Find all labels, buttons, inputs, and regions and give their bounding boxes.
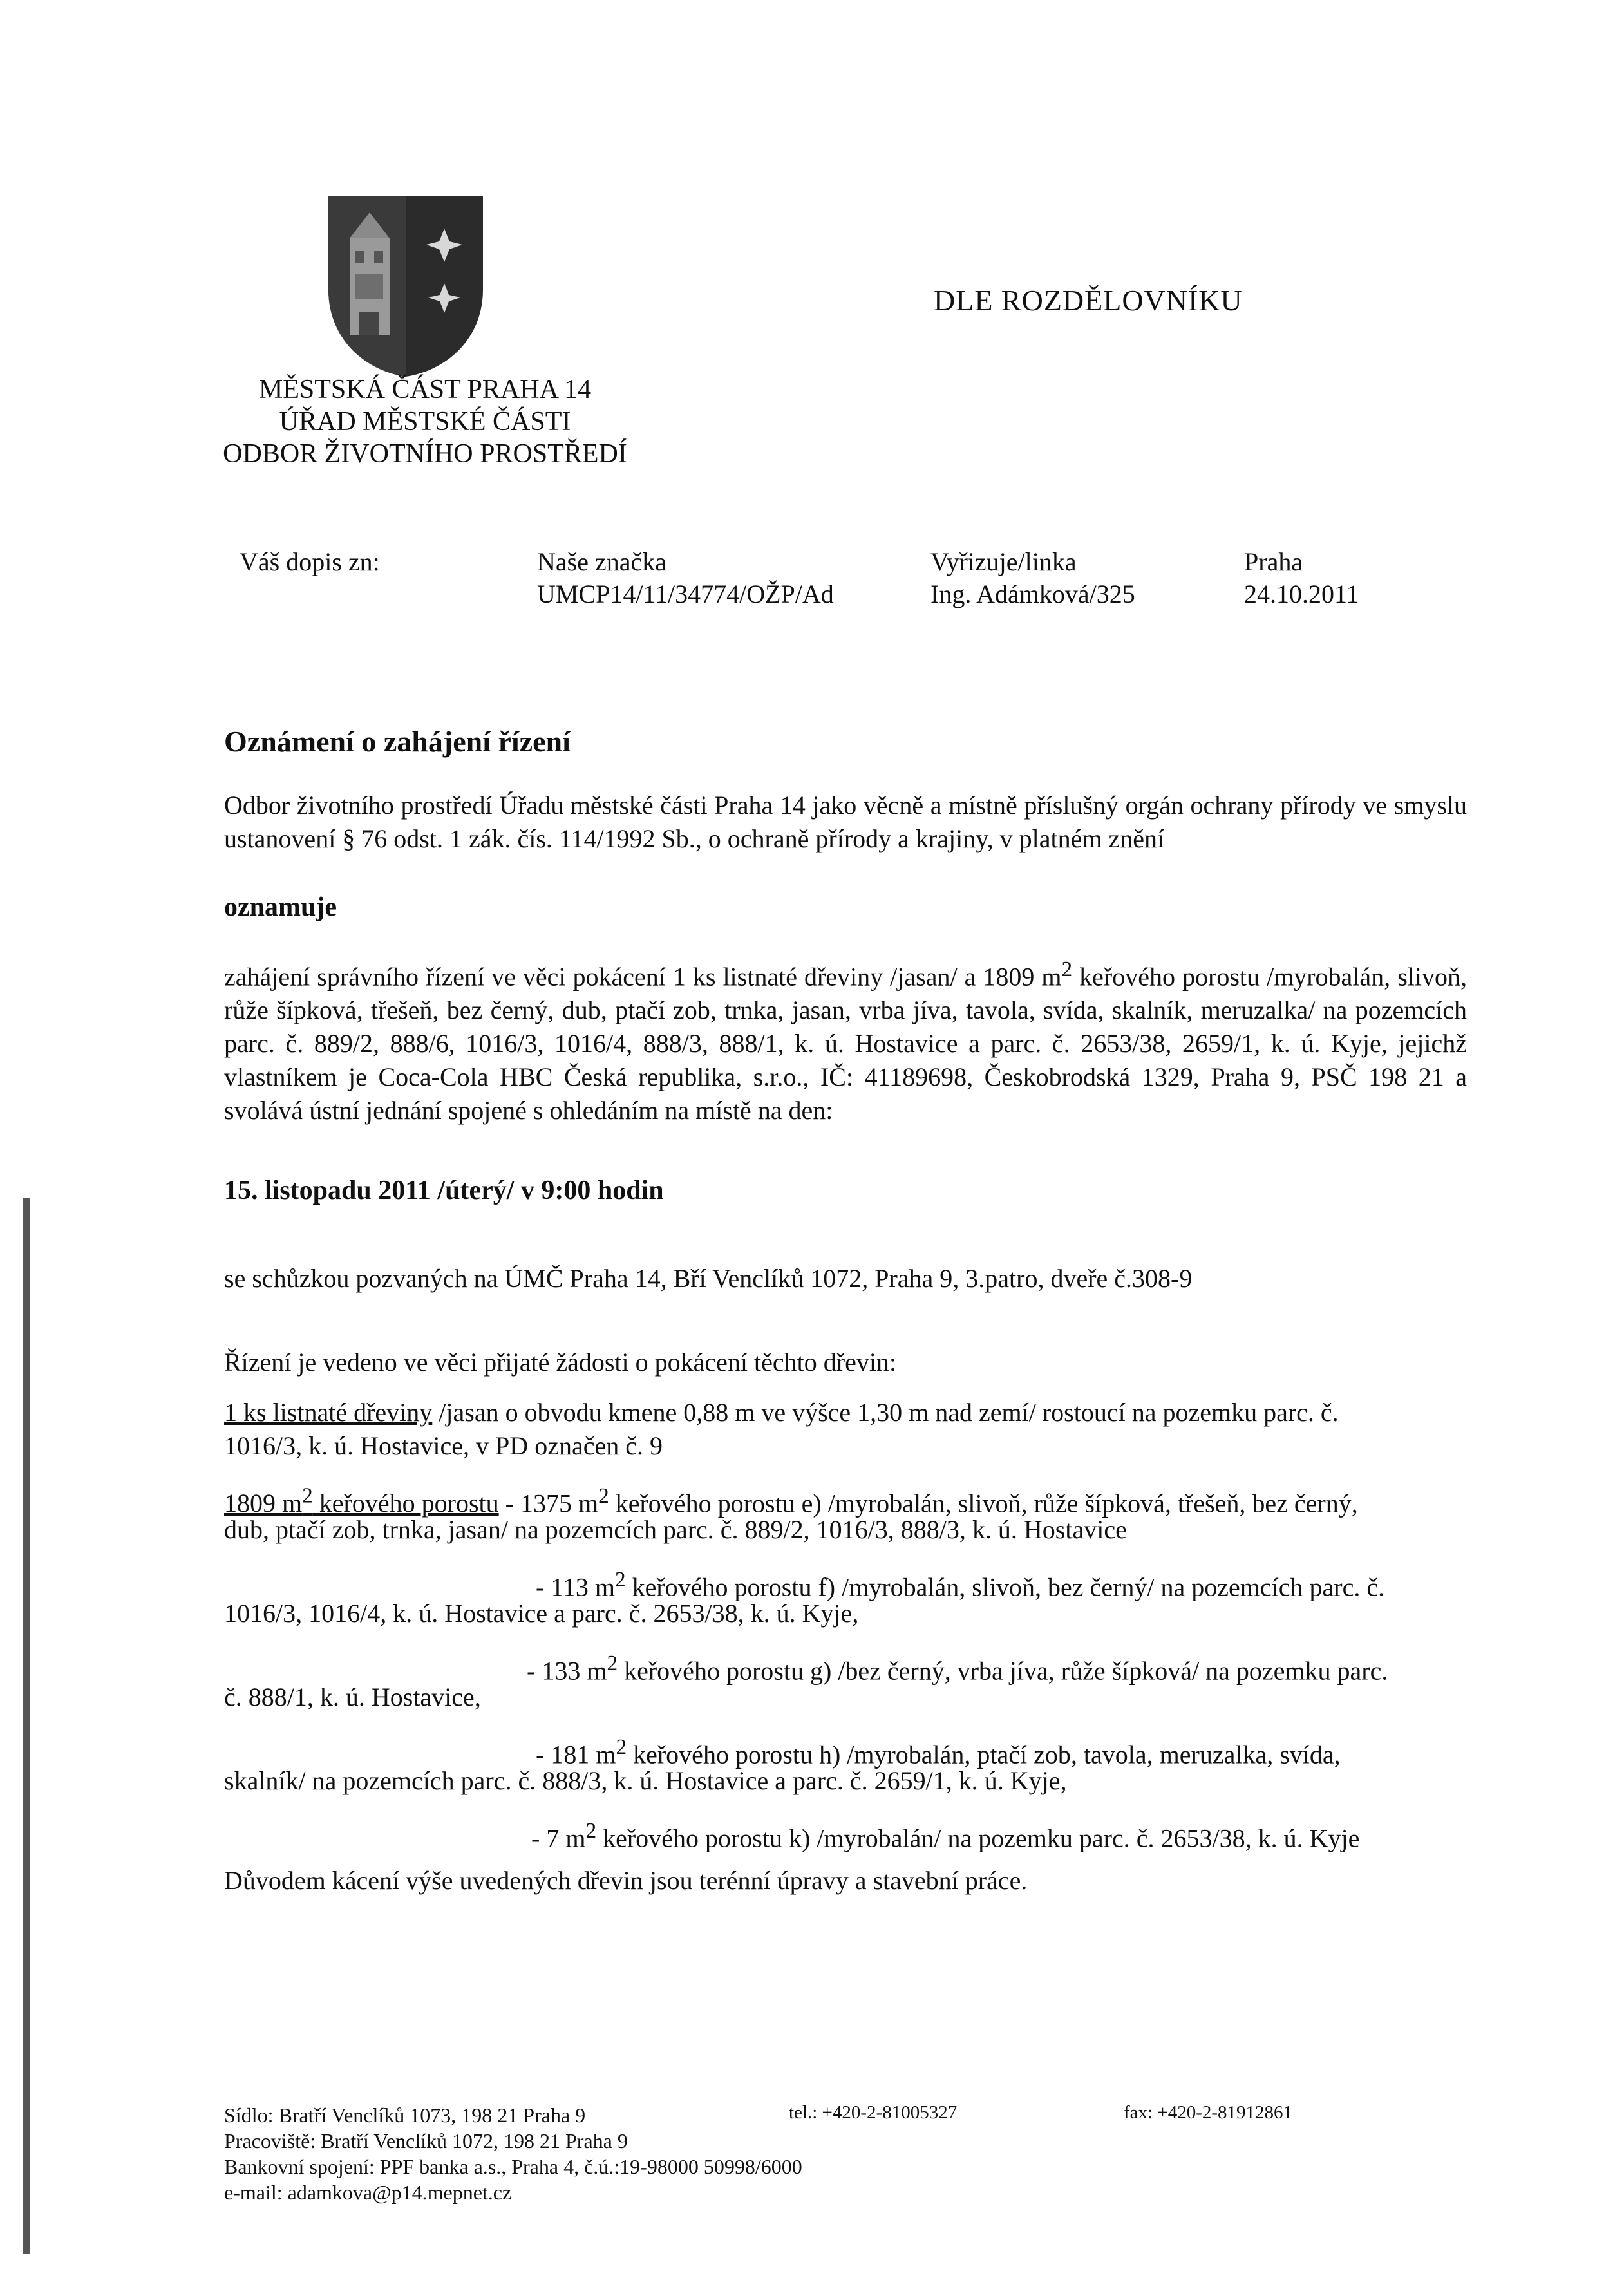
handled-by-label: Vyřizuje/linka [930,547,1077,576]
reason-line: Důvodem kácení výše uvedených dřevin jsou terénní úpravy a stavební práce. [224,1866,1028,1895]
office-header [212,373,637,470]
document-title: Oznámení o zahájení řízení [224,725,571,758]
intro-paragraph: Odbor životního prostředí Úřadu městské části Praha 14 jako věcně a místně příslušný orgán ochrany přírody ve smyslu ustanovení § 76 odst. 1 zák. čís. 114/1992 Sb., o ochraně přírody a krajiny, v platném znění [224,791,1467,853]
footer-email: e-mail: adamkova@p14.mepnet.cz [224,2181,512,2204]
coat-of-arms-icon [325,193,486,380]
tree-line-2: 1016/3, k. ú. Hostavice, v PD označen č. 9 [224,1431,663,1460]
shrubs-underlined-sup: 2 [302,1484,313,1508]
footer [224,2102,802,2205]
proceeding-sup: 2 [1061,957,1073,981]
shrubs-g-a: - 133 m [527,1656,607,1686]
date: 24.10.2011 [1244,579,1359,608]
office-line-1: MĚSTSKÁ ČÁST PRAHA 14 [258,375,592,404]
shrubs-h-b: keřového porostu h) /myrobalán, ptačí zob, tavola, meruzalka, svída, [627,1740,1341,1769]
place: Praha [1244,547,1303,576]
shrubs-f-line-2: 1016/3, 1016/4, k. ú. Hostavice a parc. č. 2653/38, k. ú. Kyje, [224,1599,859,1628]
proceeding-text-b: keřového porostu /myrobalán, slivoň, růže šípková, třešeň, bez černý, dub, ptačí zob, trnka, jasan, vrba jíva, tavola, svída, skalník, meruzalka/ na pozemcích parc. č. 889/2, 888/6, 1016/3, 1016/4, 888/3, 888/1, k. ú. Hostavice a parc. č. 2653/38, 2659/1, k. ú. Kyje, jejichž vlastníkem je Coca-Cola HBC Česká republika, s.r.o., IČ: 41189698, Českobrodská 1329, Praha 9, PSČ 198 21 a svolává ústní jednání spojené s ohledáním na místě na den: [224,962,1467,1125]
shrubs-e-line-2: dub, ptačí zob, trnka, jasan/ na pozemcích parc. č. 889/2, 1016/3, 888/3, k. ú. Hostavice [224,1515,1127,1544]
shrubs-e-sup: 2 [598,1484,609,1508]
office-line-2: ÚŘAD MĚSTSKÉ ČÁSTI [279,407,571,437]
place-date [1244,546,1359,610]
your-letter-label: Váš dopis zn: [240,547,380,576]
shrubs-k-line [531,1814,1359,1855]
shrubs-h-a: - 181 m [536,1740,616,1769]
our-reference-label: Naše značka [537,547,666,576]
shrubs-g-line-1 [527,1647,1388,1688]
shrubs-underlined-b: keřového porostu [312,1489,499,1518]
handled-by-value: Ing. Adámková/325 [930,579,1135,608]
our-reference-value: UMCP14/11/34774/OŽP/Ad [537,579,834,608]
handled-by [930,546,1135,610]
shrubs-k-b: keřového porostu k) /myrobalán/ na pozemku parc. č. 2653/38, k. ú. Kyje [596,1823,1360,1853]
shrubs-g-line-2: č. 888/1, k. ú. Hostavice, [224,1682,481,1711]
hearing-date: 15. listopadu 2011 /úterý/ v 9:00 hodin [224,1176,664,1205]
shrubs-h-line-2: skalník/ na pozemcích parc. č. 888/3, k. ú. Hostavice a parc. č. 2659/1, k. ú. Kyje, [224,1766,1067,1795]
shrubs-e-a: - 1375 m [498,1489,599,1518]
our-reference [537,546,834,610]
announces-heading: oznamuje [224,892,337,922]
shrubs-f-sup: 2 [614,1568,626,1592]
meeting-line: se schůzkou pozvaných na ÚMČ Praha 14, Bří Venclíků 1072, Praha 9, 3.patro, dveře č.308-9 [224,1264,1193,1293]
request-intro: Řízení je vedeno ve věci přijaté žádosti o pokácení těchto dřevin: [224,1348,897,1377]
footer-tel: tel.: +420-2-81005327 [789,2102,958,2123]
tree-rest: /jasan o obvodu kmene 0,88 m ve výšce 1,30 m nad zemí/ rostoucí na pozemku parc. č. [432,1398,1339,1427]
proceeding-paragraph [224,953,1467,1127]
tree-line-1 [224,1396,1339,1429]
shrubs-underlined-a: 1809 m [224,1489,303,1518]
shrubs-f-b: keřového porostu f) /myrobalán, slivoň, bez černý/ na pozemcích parc. č. [625,1572,1385,1602]
office-line-3: ODBOR ŽIVOTNÍHO PROSTŘEDÍ [223,439,627,469]
addressee: DLE ROZDĚLOVNÍKU [934,284,1243,317]
footer-fax: fax: +420-2-81912861 [1124,2102,1293,2123]
proceeding-text-a: zahájení správního řízení ve věci pokácení 1 ks listnaté dřeviny /jasan/ a 1809 m [224,962,1062,992]
shrubs-g-b: keřového porostu g) /bez černý, vrba jíva, růže šípková/ na pozemku parc. [618,1656,1388,1686]
footer-seat: Sídlo: Bratří Venclíků 1073, 198 21 Praha 9 [224,2104,586,2127]
shrubs-f-a: - 113 m [536,1572,615,1602]
shrubs-k-sup: 2 [585,1819,597,1843]
tree-underlined: 1 ks listnaté dřeviny [224,1398,433,1427]
shrubs-h-sup: 2 [616,1735,627,1759]
shrubs-g-sup: 2 [607,1652,618,1675]
shrubs-k-a: - 7 m [531,1823,586,1853]
footer-workplace: Pracoviště: Bratří Venclíků 1072, 198 21 Praha 9 [224,2129,628,2152]
footer-bank: Bankovní spojení: PPF banka a.s., Praha 4, č.ú.:19-98000 50998/6000 [224,2155,802,2178]
scan-margin-bar [23,1198,30,2254]
shrubs-e-b: keřového porostu e) /myrobalán, slivoň, růže šípková, třešeň, bez černý, [609,1489,1358,1518]
